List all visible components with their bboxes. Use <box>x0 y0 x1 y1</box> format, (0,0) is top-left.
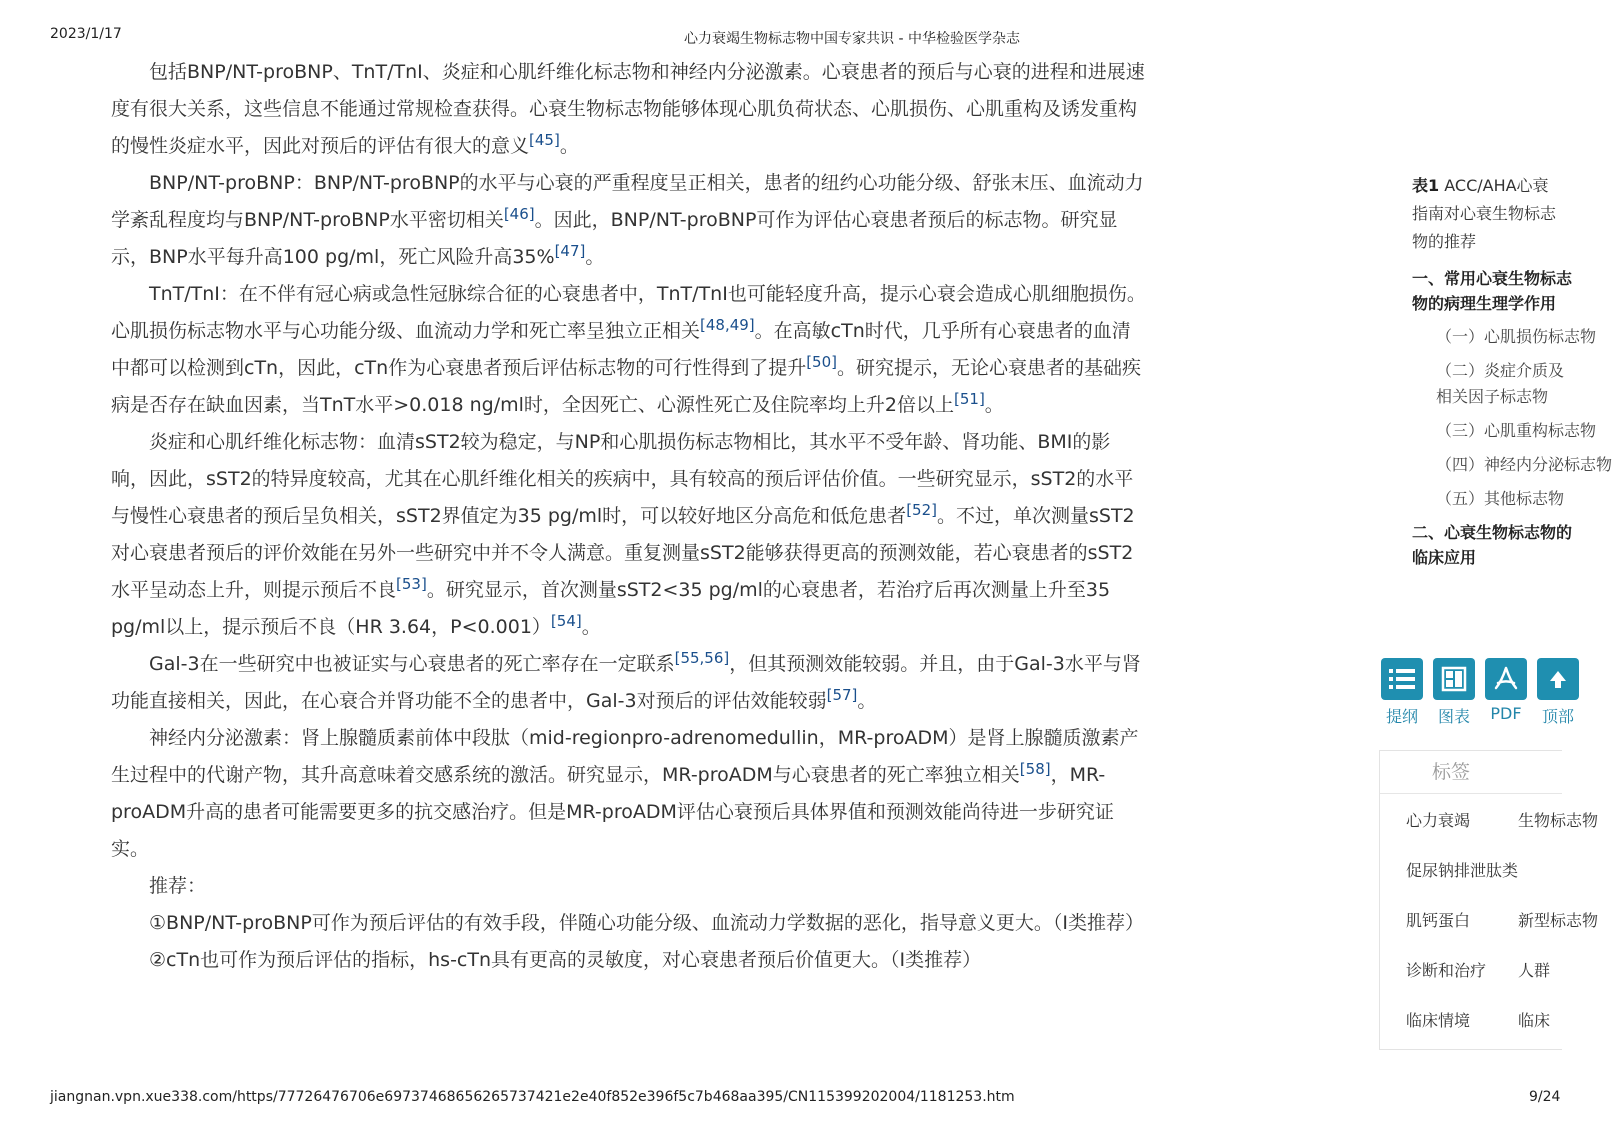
paragraph-text: BNP/NT-proBNP：BNP/NT-proBNP的水平与心衰的严重程度呈正相关，患者的纽约心功能分级、舒张末压、血流动力学紊乱程度均与BNP/NT-proBNP水平密切相关 <box>111 172 1144 231</box>
toolbar-button-outline-list[interactable] <box>1381 658 1423 727</box>
footer-page-number: 9/24 <box>1529 1089 1561 1105</box>
citation-link[interactable]: [52] <box>906 501 937 519</box>
outline-list-icon <box>1381 658 1423 700</box>
toolbar-button-label: 图表 <box>1437 707 1470 726</box>
tag-row <box>1380 844 1562 894</box>
citation-link[interactable]: [47] <box>554 242 586 260</box>
article-body <box>111 54 1147 979</box>
paragraph-text: Gal-3在一些研究中也被证实与心衰患者的死亡率存在一定联系 <box>149 653 675 675</box>
paragraph-text: 神经内分泌激素：肾上腺髓质素前体中段肽（mid-regionpro-adrenomedullin，MR-proADM）是肾上腺髓质激素产生过程中的代谢产物，其升高意味着交感系统的激活。研究显示，MR-proADM与心衰患者的死亡率独立相关 <box>111 727 1139 786</box>
pdf-icon <box>1485 658 1527 700</box>
paragraph-text: 。 <box>857 690 877 712</box>
paragraph-p7 <box>111 868 1147 905</box>
citation-link[interactable]: [51] <box>954 390 985 408</box>
header-title: 心力衰竭生物标志物中国专家共识 - 中华检验医学杂志 <box>684 31 1020 47</box>
toolbar-button-label: 提纲 <box>1385 707 1418 726</box>
paragraph-p4 <box>111 424 1147 646</box>
paragraph-text: ，MR-proADM升高的患者可能需要更多的抗交感治疗。但是MR-proADM评估心衰预后具体界值和预测效能尚待进一步研究证实。 <box>111 764 1114 860</box>
tags-panel <box>1379 750 1599 1050</box>
citation-link[interactable]: [45] <box>529 131 560 149</box>
paragraph-text: 。 <box>585 246 605 268</box>
outline-subsection-link[interactable]: （一）心肌损伤标志物 <box>1436 327 1597 346</box>
paragraph-p3 <box>111 276 1147 424</box>
chart-grid-icon <box>1433 658 1475 700</box>
table-caption-link[interactable] <box>1412 172 1562 256</box>
paragraph-p6 <box>111 720 1147 868</box>
paragraph-p5 <box>111 646 1147 720</box>
citation-link[interactable]: [48,49] <box>700 316 755 334</box>
tag-link[interactable]: 促尿钠排泄肽类 <box>1406 861 1519 880</box>
citation-link[interactable]: [58] <box>1019 760 1051 778</box>
paragraph-text: 推荐： <box>149 875 207 897</box>
outline-section-link[interactable]: 二、心衰生物标志物的临床应用 <box>1412 523 1573 567</box>
paragraph-text: ②cTn也可作为预后评估的指标，hs-cTn具有更高的灵敏度，对心衰患者预后价值更大。（I类推荐） <box>149 949 982 971</box>
paragraph-p2 <box>111 165 1147 276</box>
tag-row <box>1380 994 1562 1044</box>
outline-subsection-link[interactable]: （三）心肌重构标志物 <box>1436 421 1597 440</box>
paragraph-text: 。 <box>559 135 579 157</box>
paragraph-p8 <box>111 905 1147 942</box>
outline-sidebar <box>1412 172 1612 578</box>
outline-section-link[interactable]: 一、常用心衰生物标志物的病理生理学作用 <box>1412 269 1573 313</box>
paragraph-text: 炎症和心肌纤维化标志物：血清sST2较为稳定，与NP和心肌损伤标志物相比，其水平不受年龄、肾功能、BMI的影响，因此，sST2的特异度较高，尤其在心肌纤维化相关的疾病中，具有较高的预后评估价值。一些研究显示，sST2的水平与慢性心衰患者的预后呈负相关，sST2界值定为35 pg/ml时，可以较好地区分高危和低危患者 <box>111 431 1134 527</box>
footer-url: jiangnan.vpn.xue338.com/https/77726476706e69737468656265737421e2e40f852e396f5c7b468aa395/CN115399202004/1181253.htm <box>50 1089 1015 1105</box>
toolbar-button-label: PDF <box>1490 704 1522 723</box>
tag-link[interactable]: 生物标志物 <box>1518 811 1599 830</box>
citation-link[interactable]: [50] <box>806 353 837 371</box>
tag-row <box>1380 894 1599 944</box>
table-caption-text: ACC/AHA心衰指南对心衰生物标志物的推荐 <box>1412 176 1557 251</box>
more-icon <box>1537 658 1579 700</box>
outline-list <box>1412 266 1612 570</box>
outline-subsection-link[interactable]: （二）炎症介质及相关因子标志物 <box>1436 361 1565 406</box>
tag-link[interactable]: 肌钙蛋白 <box>1406 911 1471 930</box>
paragraph-text: 包括BNP/NT-proBNP、TnT/TnI、炎症和心肌纤维化标志物和神经内分泌激素。心衰患者的预后与心衰的进程和进展速度有很大关系，这些信息不能通过常规检查获得。心衰生物标志物能够体现心肌负荷状态、心肌损伤、心肌重构及诱发重构的慢性炎症水平，因此对预后的评估有很大的意义 <box>111 61 1145 157</box>
tag-row <box>1380 794 1599 844</box>
toolbar-button-more[interactable] <box>1537 658 1579 727</box>
tag-link[interactable]: 心力衰竭 <box>1406 811 1471 830</box>
toolbar-button-label: 顶部 <box>1541 707 1574 726</box>
paragraph-text: ，但其预测效能较弱。并且，由于Gal-3水平与肾功能直接相关，因此，在心衰合并肾功能不全的患者中，Gal-3对预后的评估效能较弱 <box>111 653 1141 712</box>
toolbar-button-chart-grid[interactable] <box>1433 658 1475 727</box>
outline-subsection-link[interactable]: （四）神经内分泌标志物 <box>1436 455 1612 474</box>
paragraph-text: TnT/TnI：在不伴有冠心病或急性冠脉综合征的心衰患者中，TnT/TnI也可能轻度升高，提示心衰会造成心肌细胞损伤。心肌损伤标志物水平与心功能分级、血流动力学和死亡率呈独立正相关 <box>111 283 1146 342</box>
paragraph-text: 。研究显示，首次测量sST2<35 pg/ml的心衰患者，若治疗后再次测量上升至35 pg/ml以上，提示预后不良（HR 3.64，P<0.001） <box>111 579 1111 638</box>
outline-subsection-link[interactable]: （五）其他标志物 <box>1436 489 1565 508</box>
tag-link[interactable]: 诊断和治疗 <box>1406 961 1487 980</box>
paragraph-text: 。在高敏cTn时代，几乎所有心衰患者的血清中都可以检测到cTn，因此，cTn作为心衰患者预后评估标志物的可行性得到了提升 <box>111 320 1131 379</box>
tag-link[interactable]: 临床情境 <box>1406 1011 1471 1030</box>
paragraph-text: ①BNP/NT-proBNP可作为预后评估的有效手段，伴随心功能分级、血流动力学数据的恶化，指导意义更大。（I类推荐） <box>149 912 1144 934</box>
tags-title: 标签 <box>1380 751 1562 794</box>
table-caption-number: 表1 <box>1412 176 1440 195</box>
side-toolbar <box>1381 658 1574 738</box>
tag-link[interactable]: 临床 <box>1518 1011 1551 1030</box>
paragraph-text: 。 <box>581 616 601 638</box>
tag-link[interactable]: 人群 <box>1518 961 1551 980</box>
header-date: 2023/1/17 <box>50 26 122 42</box>
paragraph-text: 。 <box>984 394 1004 416</box>
citation-link[interactable]: [54] <box>550 612 582 630</box>
tag-link[interactable]: 新型标志物 <box>1518 911 1599 930</box>
paragraph-p9 <box>111 942 1147 979</box>
citation-link[interactable]: [55,56] <box>674 649 730 667</box>
tags-list <box>1380 794 1599 1044</box>
paragraph-text: 。研究提示，无论心衰患者的基础疾病是否存在缺血因素，当TnT水平>0.018 ng/ml时，全因死亡、心源性死亡及住院率均上升2倍以上 <box>111 357 1142 416</box>
tag-row <box>1380 944 1562 994</box>
citation-link[interactable]: [53] <box>396 575 427 593</box>
citation-link[interactable]: [57] <box>826 686 858 704</box>
citation-link[interactable]: [46] <box>503 205 535 223</box>
toolbar-button-pdf[interactable] <box>1485 658 1527 723</box>
paragraph-text: 。因此，BNP/NT-proBNP可作为评估心衰患者预后的标志物。研究显示，BNP水平每升高100 pg/ml，死亡风险升高35% <box>111 209 1118 268</box>
paragraph-p1 <box>111 54 1147 165</box>
paragraph-text: 。不过，单次测量sST2对心衰患者预后的评价效能在另外一些研究中并不令人满意。重复测量sST2能够获得更高的预测效能，若心衰患者的sST2水平呈动态上升，则提示预后不良 <box>111 505 1135 601</box>
